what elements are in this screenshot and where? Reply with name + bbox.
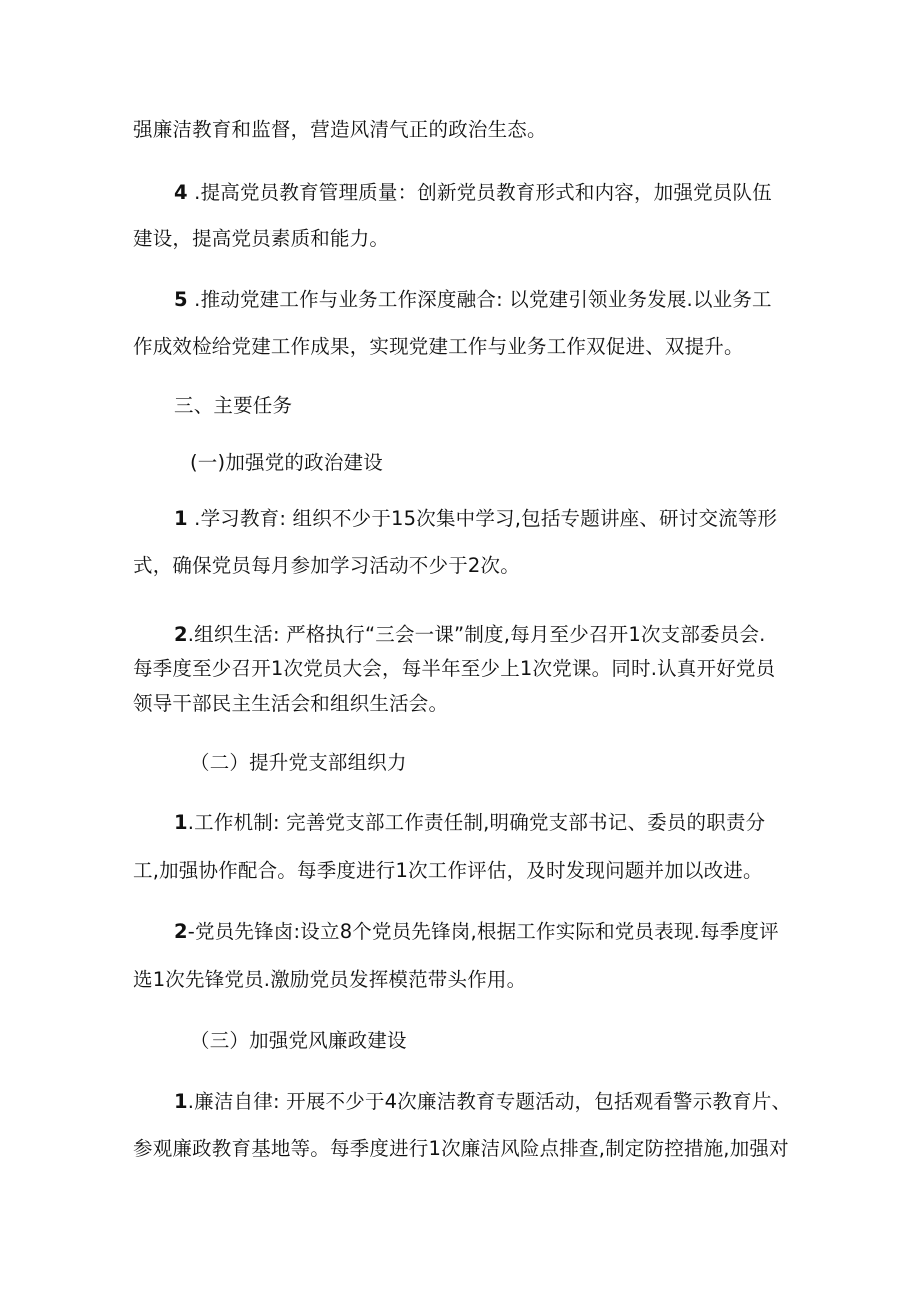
line-text: .工作机制: 完善党支部工作责任制,明确党支部书记、委员的职责分 xyxy=(187,811,766,834)
item-number: 2 xyxy=(174,920,188,943)
numbered-item-line xyxy=(174,810,765,836)
item-number: 1 xyxy=(174,1090,188,1113)
line-text: 领导干部民主生活会和组织生活会。 xyxy=(133,692,449,715)
numbered-item-line xyxy=(174,622,766,648)
subsection-heading xyxy=(190,450,383,476)
line-text: .学习教育: 组织不少于15次集中学习,包括专题讲座、研讨交流等形 xyxy=(187,507,778,530)
line-text: 每季度至少召开1次党员大会，每半年至少上1次党课。同时.认真开好党员 xyxy=(133,657,776,680)
paragraph-line xyxy=(133,553,520,579)
line-text: 强廉洁教育和监督，营造风清气正的政治生态。 xyxy=(133,118,547,141)
line-text: .推动党建工作与业务工作深度融合: 以党建引领业务发展.以业务工 xyxy=(187,288,772,311)
item-number: 1 xyxy=(174,507,188,530)
subsection-heading xyxy=(190,750,407,776)
numbered-item-line xyxy=(174,287,772,313)
subsection-heading xyxy=(190,1028,407,1054)
paragraph-line xyxy=(133,226,389,252)
item-number: 5 xyxy=(174,288,188,311)
line-text: (一)加强党的政治建设 xyxy=(190,451,383,474)
line-text: 工,加强协作配合。每季度进行1次工作评估，及时发现问题并加以改进。 xyxy=(133,859,763,882)
line-text: 选1次先锋党员.激励党员发挥模范带头作用。 xyxy=(133,968,527,991)
line-text: -党员先锋卤:设立8个党员先锋岗,根据工作实际和党员表现.每季度评 xyxy=(187,920,779,943)
numbered-item-line xyxy=(174,919,779,945)
paragraph-line xyxy=(133,117,547,143)
line-text: 式，确保党员每月参加学习活动不少于2次。 xyxy=(133,554,520,577)
numbered-item-line xyxy=(174,1089,791,1115)
line-text: （三）加强党风廉政建设 xyxy=(190,1029,407,1052)
line-text: 参观廉政教育基地等。每季度进行1次廉洁风险点排查,制定防控措施,加强对 xyxy=(133,1137,789,1160)
section-heading xyxy=(174,393,292,419)
paragraph-line xyxy=(133,656,775,682)
paragraph-line xyxy=(133,691,448,717)
item-number: 4 xyxy=(174,181,188,204)
line-text: 建设，提高党员素质和能力。 xyxy=(133,227,390,250)
paragraph-line xyxy=(133,967,526,993)
numbered-item-line xyxy=(174,506,777,532)
line-text: .提高党员教育管理质量：创新党员教育形式和内容，加强党员队伍 xyxy=(187,181,772,204)
item-number: 1 xyxy=(174,811,188,834)
paragraph-line xyxy=(133,334,744,360)
paragraph-line xyxy=(133,858,763,884)
item-number: 2 xyxy=(174,623,188,646)
line-text: （二）提升党支部组织力 xyxy=(190,751,407,774)
line-text: 作成效检给党建工作成果，实现党建工作与业务工作双促进、双提升。 xyxy=(133,335,744,358)
line-text: .组织生活: 严格执行“三会一课”制度,每月至少召开1次支部委员会. xyxy=(187,623,766,646)
numbered-item-line xyxy=(174,180,772,206)
line-text: .廉洁自律: 开展不少于4次廉洁教育专题活动，包括观看警示教育片、 xyxy=(187,1090,792,1113)
paragraph-line xyxy=(133,1136,789,1162)
line-text: 三、主要任务 xyxy=(174,394,293,417)
